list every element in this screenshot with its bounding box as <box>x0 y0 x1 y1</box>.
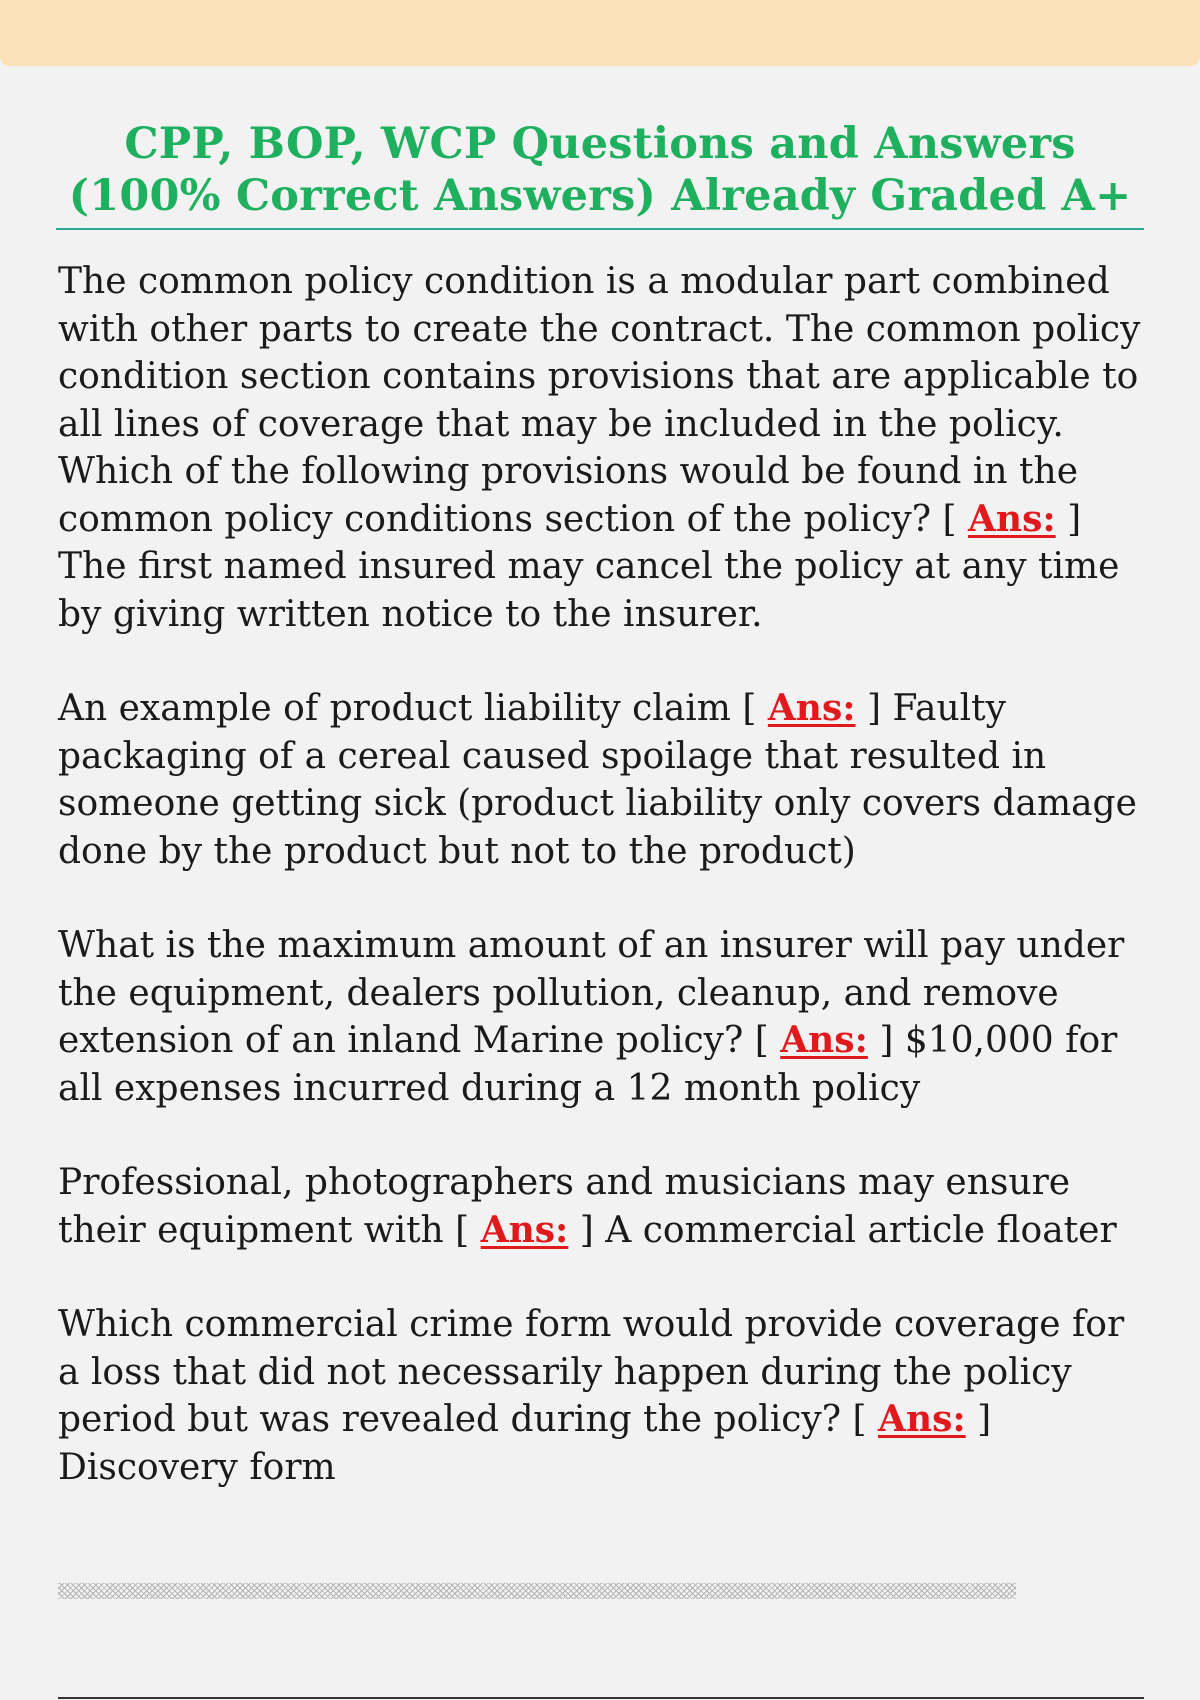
answer-label: Ans: <box>780 1019 868 1061</box>
answer-text: $10,000 for all expenses incurred during a 12 month policy <box>58 1020 1118 1109</box>
title-divider <box>56 228 1144 230</box>
qa-item: Professional, photographers and musicians may ensure their equipment with [ Ans: ] A commercial article floater <box>58 1162 1117 1251</box>
answer-text: Faulty packaging of a cereal caused spoilage that resulted in someone getting sick (product liability only covers damage done by the product but not to the product) <box>58 688 1137 872</box>
qa-item: Which commercial crime form would provide coverage for a loss that did not necessarily happen during the policy period but was revealed during the policy? [ Ans: ] Discovery form <box>58 1304 1125 1488</box>
qa-item: An example of product liability claim [ Ans: ] Faulty packaging of a cereal caused spoilage that resulted in someone getting sick (product liability only covers damage done by the product but not to the product) <box>58 687 1137 872</box>
top-banner <box>0 0 1200 66</box>
document-title: CPP, BOP, WCP Questions and Answers (100% Correct Answers) Already Graded A+ <box>68 119 1132 221</box>
bottom-divider <box>58 1697 1144 1699</box>
answer-text: Discovery form <box>58 1446 336 1488</box>
answer-label: Ans: <box>767 687 856 729</box>
question-text: The common policy condition is a modular part combined with other parts to create the contract. The common policy condition section contains provisions that are applicable to all lines of coverage that may be included in the policy. Which of the following provisions would be found in the common policy conditions section of the policy? <box>58 261 1141 540</box>
qa-list <box>58 258 1148 1538</box>
question-text: Professional, photographers and musicians may ensure their equipment with <box>58 1162 1071 1251</box>
question-text: Which commercial crime form would provide coverage for a loss that did not necessarily happen during the policy period but was revealed during the policy? <box>58 1304 1125 1440</box>
qa-item: The common policy condition is a modular part combined with other parts to create the contract. The common policy condition section contains provisions that are applicable to all lines of coverage that may be included in the policy. Which of the following provisions would be found in the common policy conditions section of the policy? [ Ans: ] The first named insured may cancel the policy at any time by giving written notice to the insurer. <box>58 261 1141 635</box>
answer-text: The first named insured may cancel the policy at any time by giving written notice to the insurer. <box>58 546 1120 635</box>
question-text: What is the maximum amount of an insurer will pay under the equipment, dealers pollution, cleanup, and remove extension of an inland Marine policy? <box>58 925 1125 1061</box>
answer-label: Ans: <box>878 1398 966 1440</box>
question-text: An example of product liability claim <box>58 688 731 729</box>
answer-text: A commercial article floater <box>605 1209 1117 1251</box>
redaction-scribble <box>58 1583 1016 1599</box>
qa-item: What is the maximum amount of an insurer will pay under the equipment, dealers pollution, cleanup, and remove extension of an inland Marine policy? [ Ans: ] $10,000 for all expenses incurred during a 12 month policy <box>58 925 1125 1109</box>
answer-label: Ans: <box>968 497 1056 540</box>
answer-label: Ans: <box>480 1208 569 1251</box>
